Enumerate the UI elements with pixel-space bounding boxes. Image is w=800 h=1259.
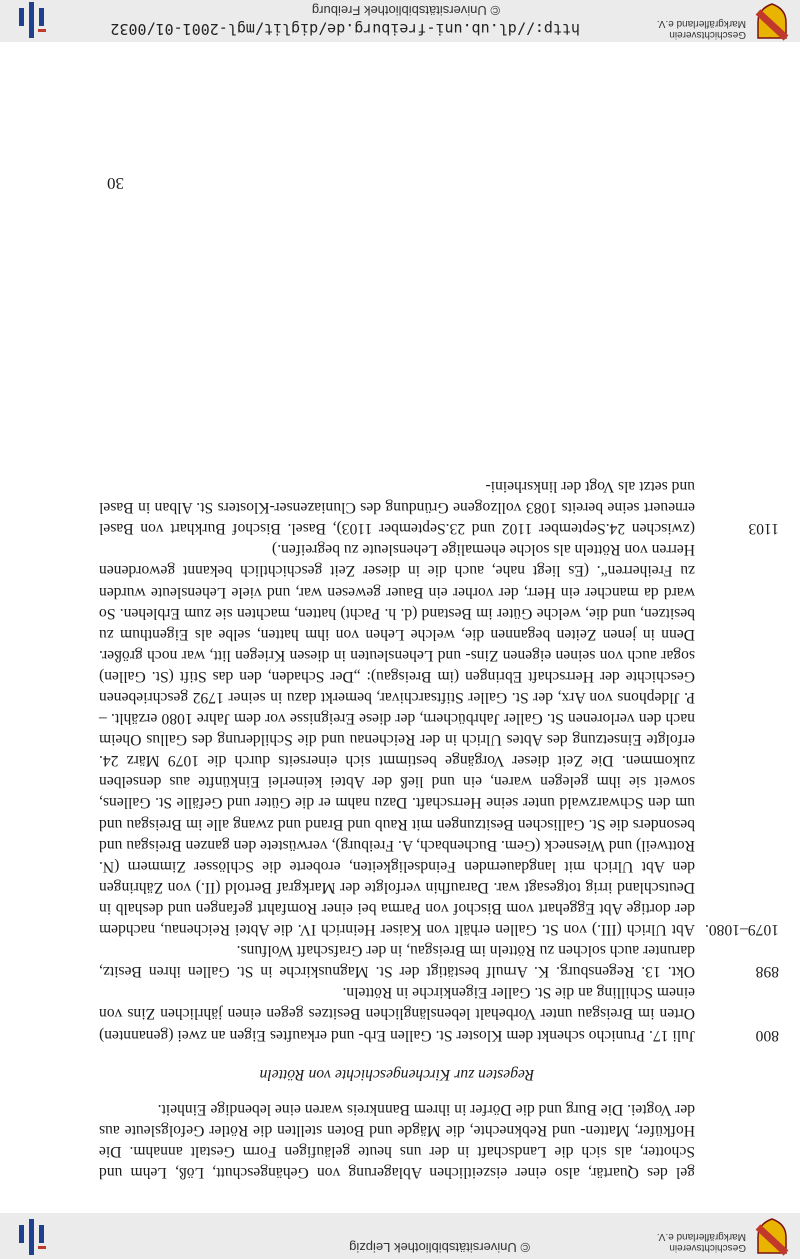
- library-credit: © Universitätsbibliothek Freiburg: [311, 3, 500, 18]
- entry-text: Okt. 13. Regensburg. K. Arnulf bestätigt der St. Magnuskirche in St. Gallen ihren Besitz, darunter auch solchen zu Rötteln im Breisgau, in der Grafschaft Wolfuns.: [99, 942, 695, 981]
- permalink-url[interactable]: http://dl.ub.uni-freiburg.de/diglit/mgl-2001-01/0032: [110, 20, 580, 38]
- library-logo-icon: [12, 1217, 52, 1257]
- society-line-2: Markgräflerland e.V.: [656, 18, 746, 29]
- library-logo-icon: [12, 0, 52, 40]
- society-line-2: Markgräflerland e.V.: [656, 1231, 746, 1242]
- footer-bar: [0, 0, 800, 42]
- entry-text: Abt Ulrich (III.) von St. Gallen erhält von Kaiser Heinrich IV. die Abtei Reichenau, nachdem der dortige Abt Eggehart vom Bischof von Parma bei einer Romfahrt gefangen und deshalb in Deutschland irrig totgesagt war. Daraufhin verfolgte der Markgraf Bertold (II.) von Zähringen den Abt Ulrich mit langdauernden Feindseligkeiten, eroberte die Schlösser Zimmern (N. Rottweil) und Wiesneck (Gem. Buchenbach, A. Freiburg), verwüstete den ganzen Breisgau und besonders die St. Gallischen Besitzungen mit Raub und Brand und zwang alle im Breisgau und um den Schwarzwald unter seine Herrschaft. Dazu nahm er die Güter und Gefälle St. Gallens, soweit sie ihm gelegen waren, ein und ließ der Abtei keinerlei Einkünfte aus denselben zukommen. Die Zeit dieser Vorgänge bestimmt sich einerseits durch die 1079 März 24. erfolgte Einsetzung des Abtes Ulrich in der Reichenau und die Schilderung des Gallus Oheim nach den verlorenen St. Galler Jahrbüchern, der diese Ereignisse vor dem Jahre 1080 erzählt. – P. Jldephons von Arx, der St. Galler Stiftsarchivar, bemerkt dazu in seiner 1792 geschriebenen Geschichte der Herrschaft Ebringen (im Breisgau): „Der Schaden, den das Stift (St. Gallen) sogar auch von seinen eigenen Zins- und Lehensleuten in diesen Kriegen litt, war noch größer. Denn in jenen Zeiten begannen die, welche Lehen von ihm hatten, selbe als Eigenthum zu besitzen, und die, welche Güter im Bestand (d. h. Pacht) hatten, machten sie zum Erblehen. So ward da mancher ein Herr, der vorher ein Bauer gewesen war, und viele Lehensleute wurden zu Freiherren“. (Es liegt nahe, auch die in dieser Zeit geschichtlich bekannt gewordenen Herren von Rötteln als solche ehemalige Lehensleute zu begreifen.): [99, 541, 695, 939]
- page-body: [99, 476, 779, 1183]
- society-line-1: Geschichtsverein: [669, 29, 746, 40]
- society-coat-of-arms-icon: [752, 1217, 792, 1257]
- regest-entry-1103: [99, 476, 779, 539]
- society-name: [657, 18, 746, 40]
- society-name: [657, 1231, 746, 1253]
- header-bar: [0, 1213, 800, 1259]
- regest-entry-800: [99, 982, 779, 1045]
- regest-entry-898: [99, 940, 779, 982]
- entry-year: 898: [755, 963, 779, 981]
- entry-year: 1103: [748, 520, 779, 538]
- entry-year: 800: [755, 1026, 779, 1044]
- regest-entry-1079: [99, 539, 779, 940]
- intro-paragraph: gel des Quartär, also einer eiszeitlichen Ablagerung von Gehängeschutt, Löß, Lehm und Schotter, als sich die Landschaft in der uns heute geläufigen Form Gestalt annahm. Die Hofküfer, Matten- und Rebknechte, die Mägde und Boten stellten die Rötler Gefolgsleute aus der Vogtei. Die Burg und die Dörfer in ihrem Bannkreis waren eine lebendige Einheit.: [99, 1100, 695, 1181]
- entry-text: Juli 17. Prunicho schenkt dem Kloster St. Gallen Erb- und erkauftes Eigen an zwei (genannten) Orten im Breisgau unter Vorbehalt lebenslänglichen Besitzes gegen einen jährlichen Zins von einem Schilling an die St. Galler Eigenkirche in Rötteln.: [99, 984, 695, 1044]
- section-heading: Regesten zur Kirchengeschichte von Rötteln: [259, 1065, 535, 1083]
- page-number: 30: [107, 174, 124, 193]
- society-coat-of-arms-icon: [752, 2, 792, 42]
- library-credit: © Universitätsbibliothek Leipzig: [349, 1240, 530, 1255]
- entry-text: (zwischen 24.September 1102 und 23.September 1103), Basel. Bischof Burkhart von Basel erneuert seine bereits 1083 vollzogene Gründung des Cluniazenser-Klosters St. Alban in Basel und setzt als Vogt der linksrheini-: [99, 478, 695, 538]
- entry-year: 1079–1080.: [704, 921, 779, 939]
- society-line-1: Geschichtsverein: [669, 1242, 746, 1253]
